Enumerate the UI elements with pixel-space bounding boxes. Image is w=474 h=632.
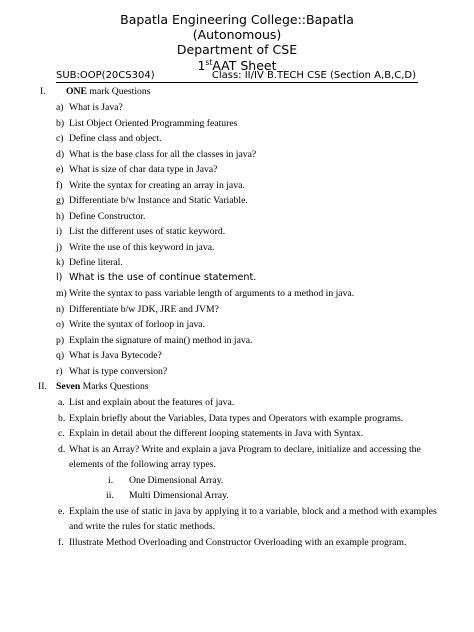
question-marker: a) bbox=[56, 102, 64, 113]
question-marker: n) bbox=[56, 304, 65, 315]
question-marker: f. bbox=[58, 537, 64, 548]
question-text: Differentiate b/w JDK, JRE and JVM? bbox=[69, 304, 219, 315]
subject-code: SUB:OOP(20CS304) bbox=[56, 70, 155, 81]
question-text: What is the use of continue statement. bbox=[69, 272, 257, 283]
question-text: What is Java Bytecode? bbox=[69, 350, 162, 361]
question-marker: b. bbox=[58, 413, 66, 424]
question-text: What is the base class for all the classes in java? bbox=[69, 149, 257, 160]
sheet-title-text: AAT Sheet bbox=[212, 58, 277, 73]
question-text: List Object Oriented Programming features bbox=[69, 118, 238, 129]
question-text: Define Constructor. bbox=[69, 211, 146, 222]
question-marker: f) bbox=[56, 180, 63, 191]
question-continuation: elements of the following array types. bbox=[69, 459, 216, 470]
sub-item-marker: i. bbox=[108, 475, 114, 486]
question-marker: r) bbox=[56, 366, 63, 377]
question-marker: b) bbox=[56, 118, 65, 129]
question-marker: c. bbox=[58, 428, 65, 439]
section2-count: Seven bbox=[56, 381, 81, 392]
college-name: Bapatla Engineering College::Bapatla bbox=[120, 12, 354, 27]
question-marker: c) bbox=[56, 133, 64, 144]
question-text: Differentiate b/w Instance and Static Variable. bbox=[69, 195, 248, 206]
question-marker: g) bbox=[56, 195, 65, 206]
sheet-number: 1 bbox=[197, 58, 206, 73]
department-name: Department of CSE bbox=[176, 42, 298, 57]
sub-item-marker: ii. bbox=[106, 490, 114, 501]
question-marker: a. bbox=[58, 397, 65, 408]
question-text: Write the syntax of forloop in java. bbox=[69, 319, 206, 330]
question-text: Write the syntax for creating an array in java. bbox=[69, 180, 245, 191]
question-marker: m) bbox=[56, 288, 67, 299]
question-marker: l) bbox=[56, 272, 63, 283]
class-info: Class: II/IV B.TECH CSE (Section A,B,C,D) bbox=[211, 70, 416, 81]
question-continuation: and write the rules for static methods. bbox=[69, 521, 216, 532]
question-text: Explain briefly about the Variables, Data types and Operators with example programs. bbox=[69, 413, 404, 424]
question-text: What is Java? bbox=[69, 102, 123, 113]
question-marker: k) bbox=[56, 257, 65, 268]
question-text: What is type conversion? bbox=[69, 366, 168, 377]
question-text: What is an Array? Write and explain a java Program to declare, initialize and accessing the bbox=[69, 444, 421, 455]
autonomous-label: (Autonomous) bbox=[192, 27, 282, 42]
question-marker: j) bbox=[56, 242, 62, 253]
section1-title bbox=[66, 86, 151, 98]
question-marker: d. bbox=[58, 444, 66, 455]
section2-title bbox=[56, 381, 149, 393]
question-text: Write the use of this keyword in java. bbox=[69, 242, 215, 253]
question-text: Explain in detail about the different looping statements in Java with Syntax. bbox=[69, 428, 364, 439]
sub-item-text: Multi Dimensional Array. bbox=[129, 490, 229, 501]
sub-item-text: One Dimensional Array. bbox=[129, 475, 224, 486]
question-marker: q) bbox=[56, 350, 65, 361]
section1-marker: I. bbox=[40, 86, 46, 97]
question-text: Define literal. bbox=[69, 257, 123, 268]
question-marker: p) bbox=[56, 335, 65, 346]
section2-marker: II. bbox=[38, 381, 47, 392]
section1-count: ONE bbox=[66, 86, 87, 97]
question-text: Explain the use of static in java by applying it to a variable, block and a method with examples bbox=[69, 506, 437, 517]
header-divider bbox=[56, 82, 418, 83]
question-marker: d) bbox=[56, 149, 65, 160]
question-text: Explain the signature of main() method in java. bbox=[69, 335, 253, 346]
question-text: List the different uses of static keyword. bbox=[69, 226, 226, 237]
question-text: Write the syntax to pass variable length of arguments to a method in java. bbox=[69, 288, 355, 299]
question-marker: e) bbox=[56, 164, 64, 175]
question-text: List and explain about the features of java. bbox=[69, 397, 235, 408]
question-text: What is size of char data type in Java? bbox=[69, 164, 218, 175]
question-marker: h) bbox=[56, 211, 65, 222]
question-text: Illustrate Method Overloading and Constructor Overloading with an example program. bbox=[69, 537, 407, 548]
section1-label: mark Questions bbox=[89, 86, 151, 97]
section2-label: Marks Questions bbox=[82, 381, 149, 392]
question-text: Define class and object. bbox=[69, 133, 162, 144]
question-marker: e. bbox=[58, 506, 65, 517]
question-marker: o) bbox=[56, 319, 65, 330]
question-marker: i) bbox=[56, 226, 62, 237]
sheet-ordinal-suffix: st bbox=[205, 58, 213, 67]
